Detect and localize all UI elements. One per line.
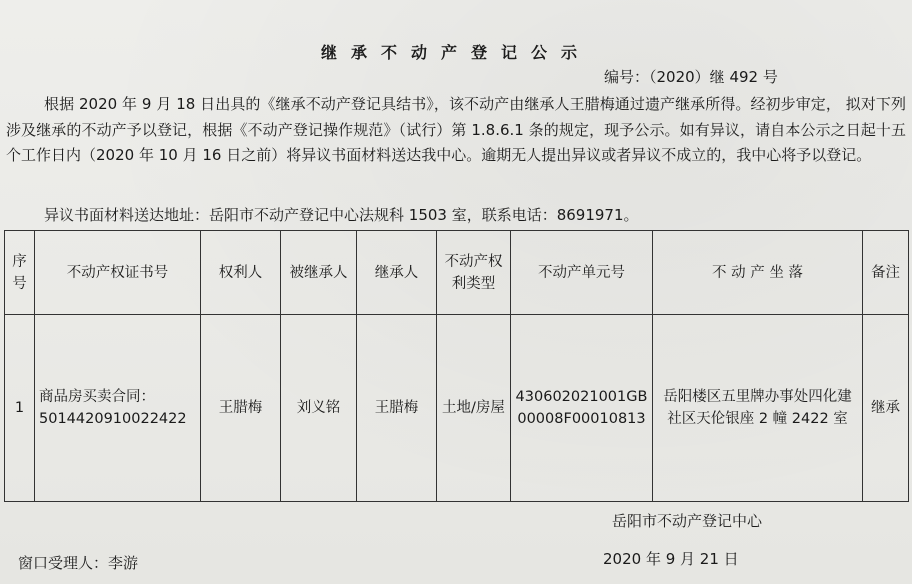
header-seq: 序号 — [5, 231, 35, 315]
cell-owner: 王腊梅 — [201, 315, 281, 502]
table-header-row — [5, 231, 909, 315]
cell-remark: 继承 — [863, 315, 909, 502]
header-unit-no: 不动产单元号 — [511, 231, 653, 315]
header-remark: 备注 — [863, 231, 909, 315]
document-number: 编号：（2020）继 492 号 — [604, 68, 778, 86]
cell-heir: 王腊梅 — [357, 315, 437, 502]
notice-title: 继承不动产登记公示 — [320, 43, 591, 62]
issuing-authority: 岳阳市不动产登记中心 — [612, 512, 763, 530]
header-owner: 权利人 — [201, 231, 281, 315]
objection-address: 异议书面材料送达地址：岳阳市不动产登记中心法规科 1503 室，联系电话：8691971。 — [44, 206, 639, 224]
property-table — [4, 230, 909, 502]
cell-right-type: 土地/房屋 — [437, 315, 511, 502]
header-right-type: 不动产权利类型 — [437, 231, 511, 315]
header-heir: 继承人 — [357, 231, 437, 315]
cell-seq: 1 — [5, 315, 35, 502]
cell-unit-no: 430602021001GB00008F00010813 — [511, 315, 653, 502]
table-row — [5, 315, 909, 502]
header-decedent: 被继承人 — [281, 231, 357, 315]
cell-decedent: 刘义铭 — [281, 315, 357, 502]
header-cert-no: 不动产权证书号 — [35, 231, 201, 315]
notice-paragraph: 根据 2020 年 9 月 18 日出具的《继承不动产登记具结书》，该不动产由继承人王腊梅通过遗产继承所得。经初步审定， 拟对下列涉及继承的不动产予以登记，根据《不动产登记操作规范》（试行）第 1.8.6.1 条的规定，现予公示。如有异议，请自本公示之日起十五个工作日内（2020 年 10 月 16 日之前）将异议书面材料送达我中心。逾期无人提出异议或者异议不成立的，我中心将予以登记。 — [6, 95, 906, 164]
cell-cert-no: 商品房买卖合同：5014420910022422 — [35, 315, 201, 502]
issue-date: 2020 年 9 月 21 日 — [603, 550, 739, 568]
cell-location: 岳阳楼区五里牌办事处四化建社区天伦银座 2 幢 2422 室 — [653, 315, 863, 502]
header-location: 不 动 产 坐 落 — [653, 231, 863, 315]
window-clerk: 窗口受理人：李游 — [18, 554, 139, 572]
